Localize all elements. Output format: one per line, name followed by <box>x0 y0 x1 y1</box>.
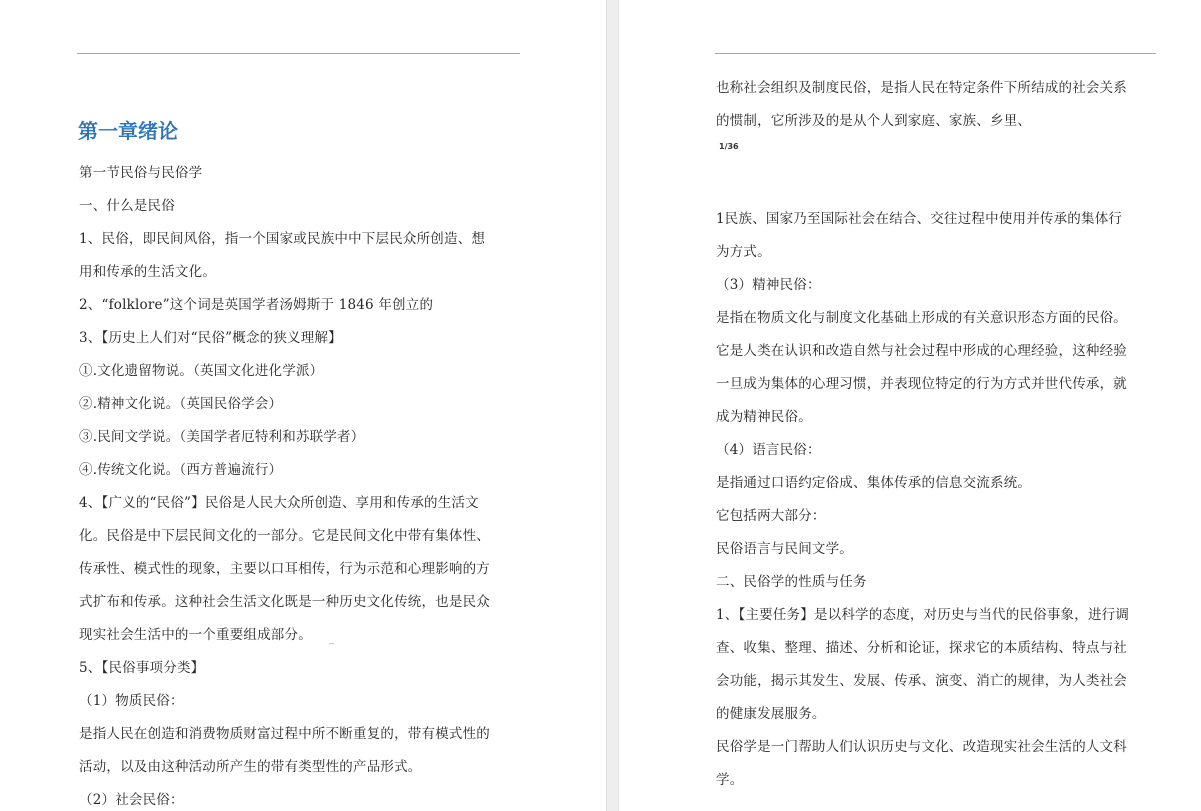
list-item: ④.传统文化说。（西方普遍流行） <box>79 462 283 478</box>
chapter-title: 第一章绪论 <box>78 119 178 143</box>
text-line: 一旦成为集体的心理习惯，并表现位特定的行为方式并世代传承，就 <box>716 376 1127 392</box>
header-rule <box>77 53 520 54</box>
stray-mark <box>329 643 334 644</box>
text-line: 民俗语言与民间文学。 <box>716 541 853 557</box>
text-line: 会功能，揭示其发生、发展、传承、演变、消亡的规律，为人类社会 <box>716 673 1127 689</box>
text-line: （3）精神民俗： <box>716 277 821 293</box>
page-gutter <box>606 0 619 811</box>
text-line: 1、【主要任务】是以科学的态度，对历史与当代的民俗事象，进行调 <box>716 607 1130 623</box>
list-item: ②.精神文化说。（英国民俗学会） <box>79 396 283 412</box>
header-rule <box>715 53 1156 54</box>
text-line: （4）语言民俗： <box>716 442 821 458</box>
list-item: ①.文化遗留物说。（英国文化进化学派） <box>79 363 324 379</box>
text-line: 1、民俗，即民间风俗，指一个国家或民族中中下层民众所创造、想 <box>79 231 486 247</box>
left-page-text <box>79 157 529 811</box>
text-line: 化。民俗是中下层民间文化的一部分。它是民间文化中带有集体性、 <box>79 528 490 544</box>
text-line: （1）物质民俗： <box>79 693 184 709</box>
text-line: 是指人民在创造和消费物质财富过程中所不断重复的，带有模式性的 <box>79 726 490 742</box>
text-line: 的惯制，它所涉及的是从个人到家庭、家族、乡里、 <box>716 113 1032 129</box>
text-line: 2、“folklore”这个词是英国学者汤姆斯于 1846 年创立的 <box>79 297 434 313</box>
text-line: 的健康发展服务。 <box>716 706 826 722</box>
text-line: 传承性、模式性的现象，主要以口耳相传，行为示范和心理影响的方 <box>79 561 490 577</box>
text-line: 它是人类在认识和改造自然与社会过程中形成的心理经验，这种经验 <box>716 343 1127 359</box>
subsection-heading: 二、民俗学的性质与任务 <box>716 574 867 590</box>
text-line: 活动，以及由这种活动所产生的带有类型性的产品形式。 <box>79 759 422 775</box>
text-line: 3、【历史上人们对“民俗”概念的狭义理解】 <box>79 330 342 346</box>
text-line: 为方式。 <box>716 244 771 260</box>
text-line: 现实社会生活中的一个重要组成部分。 <box>79 627 312 643</box>
text-line: 民俗学是一门帮助人们认识历史与文化、改造现实社会生活的人文科 <box>716 739 1127 755</box>
page-number: 1/36 <box>719 142 739 151</box>
subsection-heading: 一、什么是民俗 <box>79 198 175 214</box>
text-line: 1民族、国家乃至国际社会在结合、交往过程中使用并传承的集体行 <box>716 211 1123 227</box>
text-line: 它包括两大部分： <box>716 508 826 524</box>
list-item: ③.民间文学说。（美国学者厄特利和苏联学者） <box>79 429 365 445</box>
text-line: 5、【民俗事项分类】 <box>79 660 205 676</box>
right-page-top-text <box>716 72 1186 138</box>
text-line: 成为精神民俗。 <box>716 409 812 425</box>
right-page-bottom-text <box>716 203 1186 797</box>
text-line: 用和传承的生活文化。 <box>79 264 216 280</box>
text-line: 是指在物质文化与制度文化基础上形成的有关意识形态方面的民俗。 <box>716 310 1127 326</box>
document-page-right <box>619 0 1201 811</box>
text-line: 学。 <box>716 772 744 788</box>
text-line: 也称社会组织及制度民俗，是指人民在特定条件下所结成的社会关系 <box>716 80 1127 96</box>
text-line: 查、收集、整理、描述、分析和论证，探求它的本质结构、特点与社 <box>716 640 1127 656</box>
text-line: 是指通过口语约定俗成、集体传承的信息交流系统。 <box>716 475 1032 491</box>
section-heading: 第一节民俗与民俗学 <box>79 165 203 181</box>
text-line: （2）社会民俗： <box>79 792 184 808</box>
text-line: 式扩布和传承。这种社会生活文化既是一种历史文化传统，也是民众 <box>79 594 490 610</box>
text-line: 4、【广义的“民俗”】民俗是人民大众所创造、享用和传承的生活文 <box>79 495 479 511</box>
